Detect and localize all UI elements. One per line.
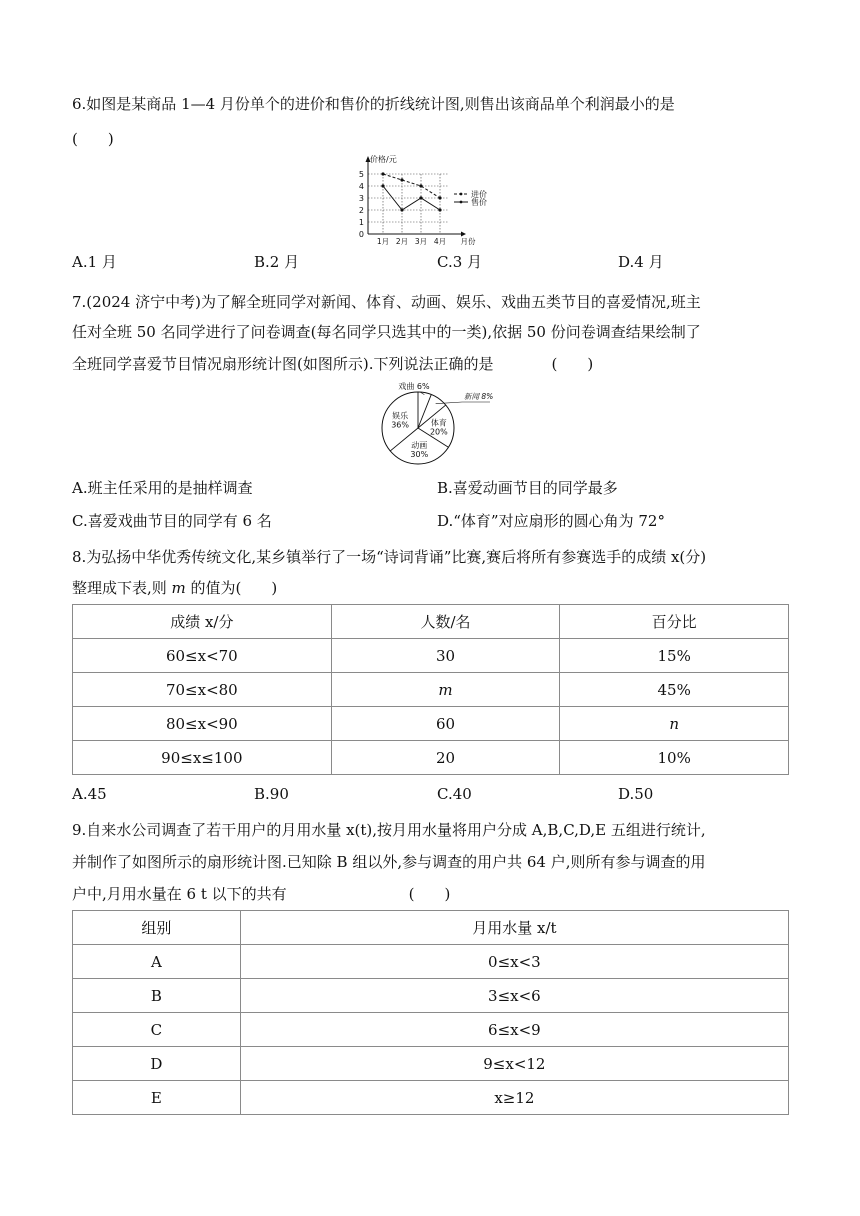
data-point [438,196,441,199]
q8-stem-var-m: m [171,579,186,597]
x-axis-label: 月份 [460,237,476,246]
table-cell: 9≤x<12 [240,1047,788,1081]
table-row [73,979,789,1013]
pie-label: 体育 [430,418,447,428]
q7-pie-chart [362,378,502,468]
q8-score-table [72,604,789,775]
table-row [73,1013,789,1047]
q7-answer-paren: ( ) [551,355,594,373]
table-header-cell: 百分比 [560,605,789,639]
q8-option-d: D.50 [618,785,654,803]
table-header-cell: 月用水量 x/t [240,911,788,945]
q6-option-d: D.4 月 [618,253,664,271]
legend-label: 进价 [471,190,487,199]
table-cell: 10% [560,741,789,775]
table-row [73,741,789,775]
q8-stem-line2-pre: 整理成下表,则 [72,579,172,597]
y-tick-label: 4 [358,182,364,191]
table-row [73,673,789,707]
q8-stem-line2 [72,576,792,600]
q6-answer-paren: ( ) [72,130,114,148]
table-cell: 60 [331,707,560,741]
table-header-cell: 成绩 x/分 [73,605,332,639]
q9-stem-line2: 并制作了如图所示的扇形统计图.已知除 B 组以外,参与调查的用户共 64 户,则所有参与调查的用 [72,853,706,871]
table-row [73,707,789,741]
y-tick-label: 0 [358,230,364,239]
data-point [400,208,403,211]
q7-option-c: C.喜爱戏曲节目的同学有 6 名 [72,512,272,530]
table-header-row [73,911,789,945]
x-axis-arrow [461,232,466,237]
table-cell: C [73,1013,241,1047]
table-cell: D [73,1047,241,1081]
table-cell: x≥12 [240,1081,788,1115]
q7-option-a: A.班主任采用的是抽样调查 [72,479,253,497]
y-axis-label: 价格/元 [370,155,397,164]
y-tick-label: 2 [358,206,364,215]
table-cell: 70≤x<80 [73,673,332,707]
table-cell: 80≤x<90 [73,707,332,741]
pie-label: 动画 [411,440,428,450]
q7-stem-line1: 7.(2024 济宁中考)为了解全班同学对新闻、体育、动画、娱乐、戏曲五类节目的喜爱情况,班主 [72,293,701,311]
table-header-cell: 人数/名 [331,605,560,639]
table-cell: 30 [331,639,560,673]
q7-stem-line3-text: 全班同学喜爱节目情况扇形统计图(如图所示).下列说法正确的是 [72,355,494,373]
table-cell: 45% [560,673,789,707]
table-cell: 20 [331,741,560,775]
x-tick-label: 2月 [395,237,409,246]
table-row [73,639,789,673]
legend-marker [460,193,463,196]
x-tick-label: 1月 [376,237,390,246]
q8-option-a: A.45 [72,785,107,803]
q9-answer-paren: ( ) [408,885,451,903]
table-cell: 90≤x≤100 [73,741,332,775]
q9-stem-line1: 9.自来水公司调查了若干用户的月用水量 x(t),按月用水量将用户分成 A,B,C,D,E 五组进行统计, [72,821,706,839]
q9-group-table [72,910,789,1115]
table-row [73,945,789,979]
y-tick-label: 3 [358,194,364,203]
q8-option-c: C.40 [437,785,472,803]
legend-label: 售价 [471,198,487,207]
data-point [400,178,403,181]
table-cell: m [331,673,560,707]
table-cell: 60≤x<70 [73,639,332,673]
table-cell: 0≤x<3 [240,945,788,979]
table-cell: n [560,707,789,741]
table-header-cell: 组别 [73,911,241,945]
q8-stem-line2-post: 的值为( ) [185,579,278,597]
data-point [438,208,441,211]
q6-stem-line1: 6.如图是某商品 1—4 月份单个的进价和售价的折线统计图,则售出该商品单个利润最小的是 [72,95,675,113]
q6-option-a: A.1 月 [72,253,117,271]
y-tick-label: 5 [358,170,364,179]
q6-option-c: C.3 月 [437,253,483,271]
q9-stem-line3-text: 户中,月用水量在 6 t 以下的共有 [72,885,287,903]
x-tick-label: 3月 [414,237,428,246]
q6-line-chart [350,152,510,248]
q7-stem-line2: 任对全班 50 名同学进行了问卷调查(每名同学只选其中的一类),依据 50 份问卷调查结果绘制了 [72,323,701,341]
table-cell: 3≤x<6 [240,979,788,1013]
pie-label-pct: 30% [410,449,429,459]
q7-option-b: B.喜爱动画节目的同学最多 [437,479,618,497]
data-point [419,184,422,187]
table-header-row [73,605,789,639]
table-cell: B [73,979,241,1013]
q6-option-b: B.2 月 [254,253,300,271]
table-cell: E [73,1081,241,1115]
q7-option-d: D.“体育”对应扇形的圆心角为 72° [437,512,665,530]
pie-label-xinwen: 新闻 8% [464,392,494,401]
y-tick-label: 1 [358,218,364,227]
table-cell: 15% [560,639,789,673]
pie-label-xiqu: 戏曲 6% [398,382,430,391]
table-row [73,1047,789,1081]
data-point [419,196,422,199]
table-cell: A [73,945,241,979]
pie-label-pct: 36% [391,420,409,430]
q8-stem-line1: 8.为弘扬中华优秀传统文化,某乡镇举行了一场“诗词背诵”比赛,赛后将所有参赛选手的成绩 x(分) [72,548,707,566]
data-point [381,184,384,187]
q9-stem-line3 [72,882,792,906]
q8-option-b: B.90 [254,785,289,803]
x-tick-label: 4月 [433,237,447,246]
legend-marker [460,201,463,204]
table-row [73,1081,789,1115]
table-cell: 6≤x<9 [240,1013,788,1047]
pie-label-pct: 20% [429,427,448,437]
pie-label: 娱乐 [392,411,409,421]
data-point [381,172,384,175]
q7-stem-line3 [72,352,792,376]
